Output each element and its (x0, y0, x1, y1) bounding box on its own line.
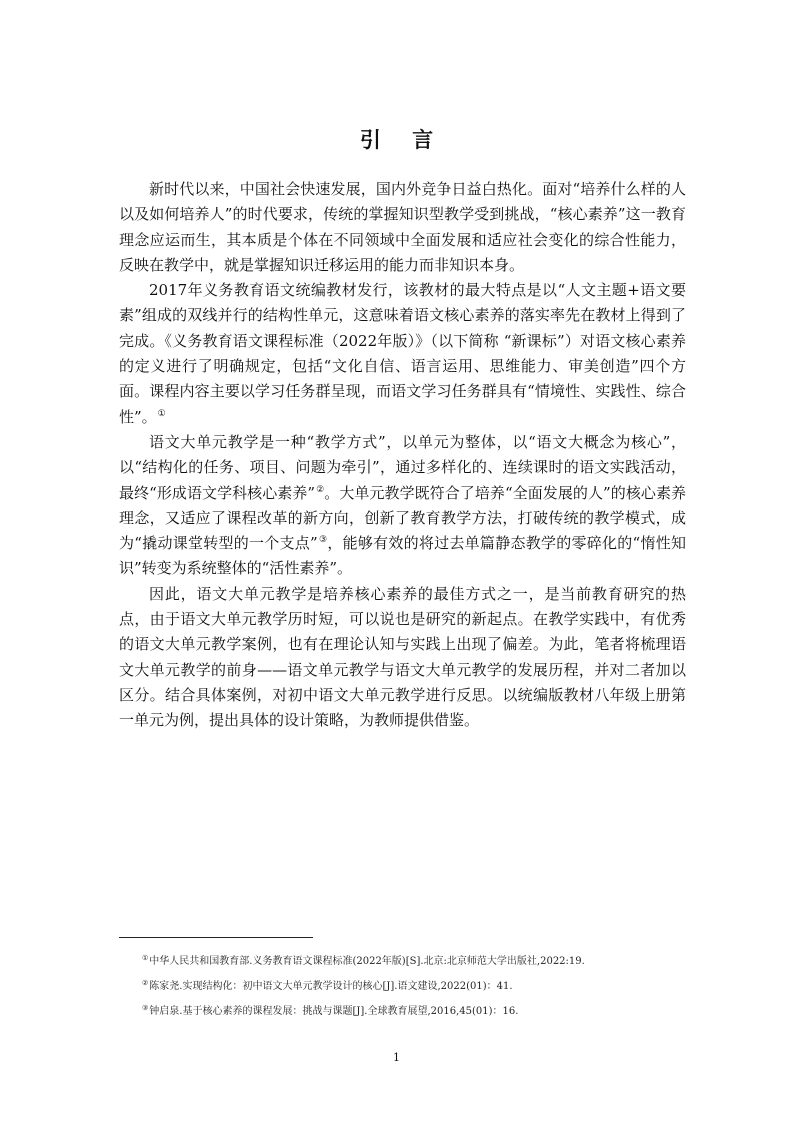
footnote (142, 1005, 702, 1019)
page-title: 引 言 (359, 128, 446, 152)
footnote-text: 陈家尧.实现结构化：初中语文大单元教学设计的核心[J].语文建设,2022(01)：41. (149, 981, 513, 992)
paragraph (119, 177, 686, 278)
footnote-separator (119, 937, 313, 938)
footnote-ref[interactable]: ③ (318, 535, 328, 546)
footnote-text: 中华人民共和国教育部.义务教育语文课程标准(2022年版)[S].北京:北京师范大学出版社,2022:19. (149, 956, 585, 967)
page-number: 1 (393, 1051, 400, 1064)
footnotes (142, 955, 702, 1030)
footnote (142, 980, 702, 994)
footnote-mark: ③ (142, 1004, 149, 1012)
paragraph-text: ，能够有效的将过去单篇静态教学的零碎化的“惰性知识”转变为系统整体的“活性素养”。 (119, 534, 686, 578)
footnote-text: 钟启泉.基于核心素养的课程发展：挑战与课题[J].全球教育展望,2016,45(01)：16. (149, 1006, 519, 1017)
body-text (119, 177, 686, 734)
paragraph (119, 430, 686, 582)
footnote (142, 955, 702, 969)
paragraph-text: 。大单元教学既符合了培养“全面发展的人”的核心素养理念，又适应了课程改革的新方向，创新了教育教学方法，打破传统的教学模式，成为“撬动课堂转型的一个支点” (119, 483, 686, 553)
paragraph-text: 因此，语文大单元教学是培养核心素养的最佳方式之一，是当前教育研究的热点，由于语文大单元教学历时短，可以说也是研究的新起点。在教学实践中，有优秀的语文大单元教学案例，也有在理论认知与实践上出现了偏差。为此，笔者将梳理语文大单元教学的前身——语文单元教学与语文大单元教学的发展历程，并对二者加以区分。结合具体案例，对初中语文大单元教学进行反思。以统编版教材八年级上册第一单元为例，提出具体的设计策略，为教师提供借鉴。 (119, 584, 686, 730)
paragraph-text: 语文大单元教学是一种“教学方式”，以单元为整体，以“语文大概念为核心”，以“结构化的任务、项目、问题为牵引”，通过多样化的、连续课时的语文实践活动，最终“形成语文学科核心素养” (119, 432, 686, 502)
footnote-mark: ① (142, 954, 149, 962)
paragraph (119, 278, 686, 430)
footnote-ref[interactable]: ② (316, 484, 325, 495)
paragraph (119, 582, 686, 734)
paragraph-text: 2017年义务教育语文统编教材发行，该教材的最大特点是以“人文主题+语文要素”组成的双线并行的结构性单元，这意味着语文核心素养的落实率先在教材上得到了完成。《义务教育语文课程标准（2022年版）》（以下简称 “新课标”）对语文核心素养的定义进行了明确规定，包括“文化自信、语言运用、思维能力、审美创造”四个方面。课程内容主要以学习任务群呈现，而语文学习任务群具有“情境性、实践性、综合性”。 (119, 281, 686, 426)
paragraph-text: 新时代以来，中国社会快速发展，国内外竞争日益白热化。面对“培养什么样的人以及如何培养人”的时代要求，传统的掌握知识型教学受到挑战，“核心素养”这一教育理念应运而生，其本质是个体在不同领域中全面发展和适应社会变化的综合性能力，反映在教学中，就是掌握知识迁移运用的能力而非知识本身。 (119, 180, 686, 274)
footnote-mark: ② (142, 979, 149, 987)
footnote-ref[interactable]: ① (157, 408, 166, 419)
